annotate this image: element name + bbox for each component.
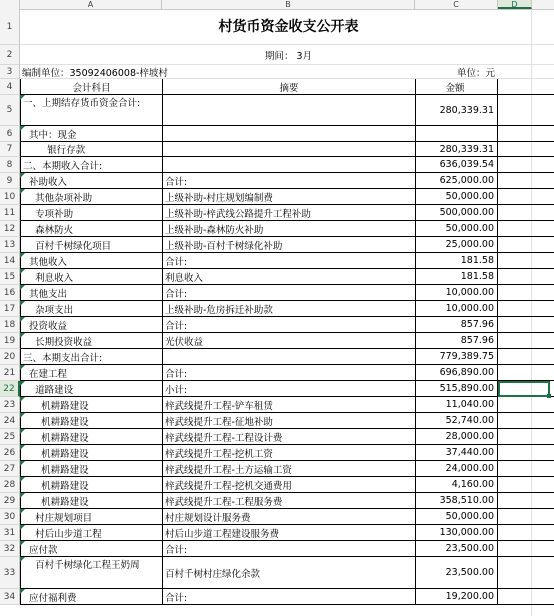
error-indicator-icon	[20, 301, 25, 306]
cell-C17[interactable]: 10,000.00	[415, 301, 498, 316]
cell-A9[interactable]: 补助收入	[20, 173, 162, 188]
table-row	[20, 157, 554, 173]
table-row	[20, 509, 554, 525]
cell-A17[interactable]: 杂项支出	[20, 301, 162, 316]
cell-B5[interactable]	[162, 95, 415, 125]
table-row	[20, 126, 554, 142]
cell-B22[interactable]: 小计:	[162, 381, 415, 396]
cell-A8[interactable]: 二、本期收入合计:	[20, 157, 162, 172]
table-row	[20, 413, 554, 429]
cell-C28[interactable]: 4,160.00	[415, 477, 498, 492]
cell-C8[interactable]: 636,039.54	[415, 157, 498, 172]
table-row	[20, 189, 554, 205]
cell-A32[interactable]: 应付款	[20, 541, 162, 556]
cell-A18[interactable]: 投资收益	[20, 317, 162, 332]
cell-A21[interactable]: 在建工程	[20, 365, 162, 380]
cell-B18[interactable]: 合计:	[162, 317, 415, 332]
row-header-31[interactable]: 31	[0, 525, 20, 541]
table-row	[20, 349, 554, 365]
table-row	[20, 95, 554, 126]
cell-C34[interactable]: 19,200.00	[415, 589, 498, 604]
cell-C18[interactable]: 857.96	[415, 317, 498, 332]
row-header-1[interactable]: 1	[0, 9, 20, 45]
cell-A13[interactable]: 百村千树绿化项目	[20, 237, 162, 252]
table-row	[20, 541, 554, 557]
cell-B12[interactable]: 上级补助-森林防火补助	[162, 221, 415, 236]
row-header-8[interactable]: 8	[0, 157, 20, 173]
row-header-4[interactable]: 4	[0, 79, 20, 95]
cell-C9[interactable]: 625,000.00	[415, 173, 498, 188]
cell-C26[interactable]: 37,440.00	[415, 445, 498, 460]
cell-C7[interactable]: 280,339.31	[415, 142, 498, 156]
cell-B6[interactable]	[162, 126, 415, 141]
cell-A4[interactable]: 会计科目	[20, 79, 162, 94]
error-indicator-icon	[20, 365, 25, 370]
table-row	[20, 285, 554, 301]
error-indicator-icon	[20, 95, 25, 100]
cell-B15[interactable]: 利息收入	[162, 269, 415, 284]
cell-B30[interactable]: 村庄规划设计服务费	[162, 509, 415, 524]
row-header-25[interactable]: 25	[0, 429, 20, 445]
row-header-11[interactable]: 11	[0, 205, 20, 221]
table-row	[20, 557, 554, 589]
table-row	[20, 221, 554, 237]
row-header-33[interactable]: 33	[0, 557, 20, 589]
table-row	[20, 45, 554, 65]
column-header-c[interactable]: C	[415, 0, 498, 9]
error-indicator-icon	[20, 413, 25, 418]
cell-B17[interactable]: 上级补助-危房拆迁补助款	[162, 301, 415, 316]
cell-B32[interactable]: 合计:	[162, 541, 415, 556]
cell-A22[interactable]: 道路建设	[20, 381, 162, 396]
table-row	[20, 9, 554, 45]
cell-A6[interactable]: 其中：现金	[20, 126, 162, 141]
error-indicator-icon	[20, 557, 25, 562]
row-header-15[interactable]: 15	[0, 269, 20, 285]
cell-B24[interactable]: 梓武线提升工程-征地补助	[162, 413, 415, 428]
cell-B20[interactable]	[162, 349, 415, 364]
cell-B19[interactable]: 光伏收益	[162, 333, 415, 348]
error-indicator-icon	[20, 381, 25, 386]
cell-A15[interactable]: 利息收入	[20, 269, 162, 284]
row-header-30[interactable]: 30	[0, 509, 20, 525]
cell-C4[interactable]: 金额	[415, 79, 498, 94]
cell-C27[interactable]: 24,000.00	[415, 461, 498, 476]
cell-B33[interactable]: 百村千树村庄绿化余款	[162, 557, 415, 588]
cell-C24[interactable]: 52,740.00	[415, 413, 498, 428]
row-header-18[interactable]: 18	[0, 317, 20, 333]
row-header-22[interactable]: 22	[0, 381, 20, 397]
error-indicator-icon	[20, 269, 25, 274]
row-header-2[interactable]: 2	[0, 45, 20, 65]
row-header-20[interactable]: 20	[0, 349, 20, 365]
sheet-title: 村货币资金收支公开表	[218, 19, 359, 35]
table-row	[20, 173, 554, 189]
cell-B23[interactable]: 梓武线提升工程-铲车租赁	[162, 397, 415, 412]
row-header-29[interactable]: 29	[0, 493, 20, 509]
table-row	[20, 365, 554, 381]
cell-C33[interactable]: 23,500.00	[415, 557, 498, 588]
error-indicator-icon	[20, 589, 25, 594]
error-indicator-icon	[20, 333, 25, 338]
table-row	[20, 381, 554, 397]
error-indicator-icon	[20, 541, 25, 546]
cell-C21[interactable]: 696,890.00	[415, 365, 498, 380]
row-header-12[interactable]: 12	[0, 221, 20, 237]
error-indicator-icon	[20, 189, 25, 194]
error-indicator-icon	[20, 429, 25, 434]
cell-A29[interactable]: 机耕路建设	[20, 493, 162, 508]
row-header-23[interactable]: 23	[0, 397, 20, 413]
error-indicator-icon	[20, 509, 25, 514]
row-header-19[interactable]: 19	[0, 333, 20, 349]
table-row	[20, 333, 554, 349]
table-row	[20, 301, 554, 317]
cell-A11[interactable]: 专项补助	[20, 205, 162, 220]
cell-C31[interactable]: 130,000.00	[415, 525, 498, 540]
row-header-17[interactable]: 17	[0, 301, 20, 317]
cell-C14[interactable]: 181.58	[415, 253, 498, 268]
cell-B13[interactable]: 上级补助-百村千树绿化补助	[162, 237, 415, 252]
table-row	[20, 142, 554, 157]
cell-A20[interactable]: 三、本期支出合计:	[20, 349, 162, 364]
row-header-24[interactable]: 24	[0, 413, 20, 429]
error-indicator-icon	[20, 173, 25, 178]
selected-cell-d22[interactable]	[498, 381, 550, 397]
row-header-10[interactable]: 10	[0, 189, 20, 205]
row-header-28[interactable]: 28	[0, 477, 20, 493]
cell-B34[interactable]: 合计:	[162, 589, 415, 604]
table-row	[20, 205, 554, 221]
table-row	[20, 461, 554, 477]
error-indicator-icon	[20, 493, 25, 498]
cell-B4[interactable]: 摘要	[162, 79, 415, 94]
row-header-34[interactable]: 34	[0, 589, 20, 605]
cell-C19[interactable]: 857.96	[415, 333, 498, 348]
cell-A12[interactable]: 森林防火	[20, 221, 162, 236]
cell-C25[interactable]: 28,000.00	[415, 429, 498, 444]
error-indicator-icon	[20, 461, 25, 466]
cell-A30[interactable]: 村庄规划项目	[20, 509, 162, 524]
cell-A26[interactable]: 机耕路建设	[20, 445, 162, 460]
table-row	[20, 253, 554, 269]
cell-C23[interactable]: 11,040.00	[415, 397, 498, 412]
row-header-3[interactable]: 3	[0, 65, 20, 79]
row-header-21[interactable]: 21	[0, 365, 20, 381]
cell-A19[interactable]: 长期投资收益	[20, 333, 162, 348]
cell-B27[interactable]: 梓武线提升工程-土方运输工资	[162, 461, 415, 476]
cell-A14[interactable]: 其他收入	[20, 253, 162, 268]
period-label: 期间： 3月	[264, 50, 313, 62]
error-indicator-icon	[20, 317, 25, 322]
cell-C11[interactable]: 500,000.00	[415, 205, 498, 220]
cell-B14[interactable]: 合计:	[162, 253, 415, 268]
column-header-a[interactable]: A	[20, 0, 162, 9]
unit-label: 编制单位：35092406008-梓坡村	[22, 67, 168, 78]
row-header-26[interactable]: 26	[0, 445, 20, 461]
cell-C10[interactable]: 50,000.00	[415, 189, 498, 204]
cell-A10[interactable]: 其他杂项补助	[20, 189, 162, 204]
cell-C16[interactable]: 10,000.00	[415, 285, 498, 300]
error-indicator-icon	[20, 397, 25, 402]
cell-B7[interactable]	[162, 142, 415, 156]
cell-B31[interactable]: 村后山步道工程建设服务费	[162, 525, 415, 540]
cell-B26[interactable]: 梓武线提升工程-挖机工资	[162, 445, 415, 460]
cell-B16[interactable]: 合计:	[162, 285, 415, 300]
cell-B21[interactable]: 合计:	[162, 365, 415, 380]
row-header-27[interactable]: 27	[0, 461, 20, 477]
table-row	[20, 445, 554, 461]
cell-A28[interactable]: 机耕路建设	[20, 477, 162, 492]
table-row	[20, 493, 554, 509]
cell-C32[interactable]: 23,500.00	[415, 541, 498, 556]
error-indicator-icon	[20, 253, 25, 258]
cell-A27[interactable]: 机耕路建设	[20, 461, 162, 476]
table-row	[20, 525, 554, 541]
row-header-9[interactable]: 9	[0, 173, 20, 189]
cell-A5[interactable]: 一、上期结存货币资金合计:	[20, 95, 162, 125]
cell-B28[interactable]: 梓武线提升工程-挖机交通费用	[162, 477, 415, 492]
cell-A25[interactable]: 机耕路建设	[20, 429, 162, 444]
row-header-14[interactable]: 14	[0, 253, 20, 269]
cell-C29[interactable]: 358,510.00	[415, 493, 498, 508]
cell-C13[interactable]: 25,000.00	[415, 237, 498, 252]
row-header-5[interactable]: 5	[0, 95, 20, 126]
row-header-32[interactable]: 32	[0, 541, 20, 557]
table-row	[20, 397, 554, 413]
cell-C22[interactable]: 515,890.00	[415, 381, 498, 396]
row-header-16[interactable]: 16	[0, 285, 20, 301]
table-row	[20, 429, 554, 445]
cell-C15[interactable]: 181.58	[415, 269, 498, 284]
table-row	[20, 79, 554, 95]
cell-B10[interactable]: 上级补助-村庄规划编制费	[162, 189, 415, 204]
row-header-6[interactable]: 6	[0, 126, 20, 142]
cell-A33[interactable]: 百村千树绿化工程王奶周	[20, 557, 162, 588]
row-header-13[interactable]: 13	[0, 237, 20, 253]
cell-C12[interactable]: 50,000.00	[415, 221, 498, 236]
row-header-7[interactable]: 7	[0, 142, 20, 157]
cell-C6[interactable]	[415, 126, 498, 141]
table-row	[20, 589, 554, 605]
error-indicator-icon	[20, 445, 25, 450]
cell-A16[interactable]: 其他支出	[20, 285, 162, 300]
error-indicator-icon	[20, 126, 25, 131]
cell-C5[interactable]: 280,339.31	[415, 95, 498, 125]
table-row	[20, 477, 554, 493]
select-all-corner[interactable]	[0, 0, 20, 9]
cell-C20[interactable]: 779,389.75	[415, 349, 498, 364]
cell-A31[interactable]: 村后山步道工程	[20, 525, 162, 540]
error-indicator-icon	[20, 477, 25, 482]
table-row	[20, 65, 554, 79]
currency-unit: 单位：元	[456, 67, 495, 78]
table-row	[20, 237, 554, 253]
cell-B25[interactable]: 梓武线提升工程-工程设计费	[162, 429, 415, 444]
table-row	[20, 317, 554, 333]
column-header-d[interactable]: D	[498, 0, 532, 9]
cell-C30[interactable]: 50,000.00	[415, 509, 498, 524]
cell-B9[interactable]: 合计:	[162, 173, 415, 188]
cell-A23[interactable]: 机耕路建设	[20, 397, 162, 412]
cell-A34[interactable]: 应付福利费	[20, 589, 162, 604]
cell-B11[interactable]: 上级补助-梓武线公路提升工程补助	[162, 205, 415, 220]
cell-A7[interactable]: 银行存款	[20, 142, 162, 156]
error-indicator-icon	[20, 285, 25, 290]
column-header-b[interactable]: B	[162, 0, 415, 9]
cell-B8[interactable]	[162, 157, 415, 172]
cell-A24[interactable]: 机耕路建设	[20, 413, 162, 428]
table-row	[20, 269, 554, 285]
cell-B29[interactable]: 梓武线提升工程-工程服务费	[162, 493, 415, 508]
error-indicator-icon	[20, 525, 25, 530]
